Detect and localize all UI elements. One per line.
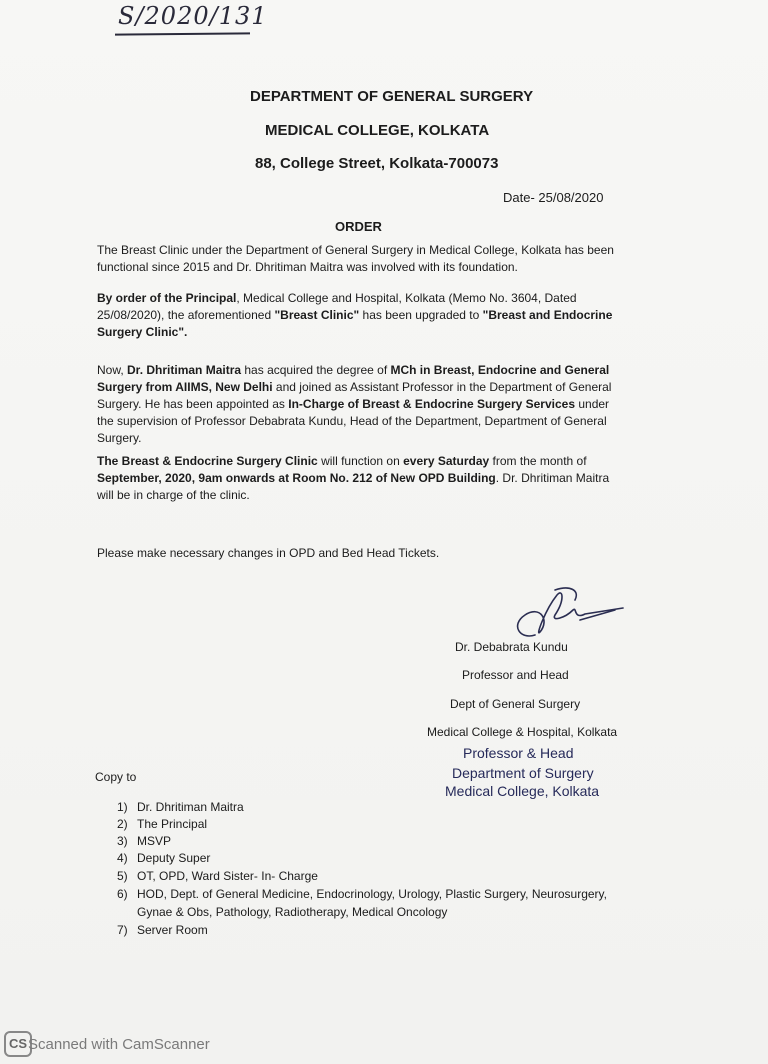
copy-to-item (117, 905, 447, 919)
copy-to-num: 6) (117, 887, 128, 901)
paragraph-4 (97, 453, 627, 504)
p3-text-3: and joined as Assistant Professor in the Department of General Surgery. He has been appointed as (97, 380, 612, 411)
copy-to-num: 4) (117, 851, 128, 865)
p3-bold-2: MCh in Breast, Endocrine and General Surgery from AIIMS, New Delhi (97, 363, 610, 394)
copy-to-item (117, 869, 318, 883)
copy-to-item (117, 834, 171, 848)
copy-to-text: Server Room (137, 923, 208, 937)
copy-to-text: The Principal (137, 817, 208, 831)
p4-text-3: . Dr. Dhritiman Maitra will be in charge of the clinic. (97, 471, 610, 502)
paragraph-2 (97, 290, 627, 341)
copy-to-item (117, 887, 607, 901)
copy-to-num: 2) (117, 817, 128, 831)
stamp-line-3: Medical College, Kolkata (445, 783, 600, 799)
stamp-line-2: Department of Surgery (452, 765, 594, 781)
copy-to-num: 5) (117, 869, 128, 883)
p2-bold-1: By order of the Principal (97, 291, 237, 305)
p4-bold-2: every Saturday (403, 454, 490, 468)
paragraph-1 (97, 242, 627, 276)
address-heading: 88, College Street, Kolkata-700073 (255, 155, 499, 172)
order-date: Date- 25/08/2020 (503, 190, 604, 205)
signatory-institution: Medical College & Hospital, Kolkata (427, 725, 618, 739)
paragraph-3 (97, 362, 627, 447)
p4-bold-3: September, 2020, 9am onwards at Room No. 212 of New OPD Building (97, 471, 496, 485)
p3-text-1: Now, (97, 363, 128, 377)
signatory-department: Dept of General Surgery (450, 697, 581, 711)
p3-bold-1: Dr. Dhritiman Maitra (127, 363, 242, 377)
stamp-line-1: Professor & Head (463, 745, 574, 761)
copy-to-text: Gynae & Obs, Pathology, Radiotherapy, Medical Oncology (137, 905, 448, 919)
reference-underline (115, 32, 250, 35)
copy-to-text: MSVP (137, 834, 172, 848)
signatory-name: Dr. Debabrata Kundu (455, 640, 568, 654)
copy-to-label: Copy to (95, 770, 137, 784)
copy-to-item (117, 800, 244, 814)
p4-text-2: from the month of (489, 454, 587, 468)
copy-to-item (117, 851, 210, 865)
college-heading: MEDICAL COLLEGE, KOLKATA (265, 122, 490, 139)
p4-text-1: will function on (317, 454, 404, 468)
p3-text-4: under the supervision of Professor Debabrata Kundu, Head of the Department, Department of General Surgery. (97, 397, 610, 445)
camscanner-watermark: Scanned with CamScanner (28, 1036, 210, 1053)
p2-bold-2: "Breast Clinic" (274, 308, 360, 322)
order-title: ORDER (335, 219, 382, 234)
p2-text-2: has been upgraded to (359, 308, 483, 322)
department-heading: DEPARTMENT OF GENERAL SURGERY (250, 88, 534, 105)
copy-to-text: Dr. Dhritiman Maitra (137, 800, 244, 814)
copy-to-num: 1) (117, 800, 128, 814)
copy-to-item (117, 923, 208, 937)
signatory-designation: Professor and Head (462, 668, 569, 682)
p2-text-1: , Medical College and Hospital, Kolkata (Memo No. 3604, Dated 25/08/2020), the aforementioned (97, 291, 577, 322)
copy-to-text: Deputy Super (137, 851, 211, 865)
reference-number: S/2020/131 (118, 2, 268, 30)
copy-to-item (117, 817, 207, 831)
copy-to-text: OT, OPD, Ward Sister- In- Charge (137, 869, 318, 883)
camscanner-logo-icon: CS (4, 1031, 32, 1057)
paragraph-5-text: Please make necessary changes in OPD and Bed Head Tickets. (97, 546, 440, 560)
p2-bold-3: "Breast and Endocrine Surgery Clinic". (97, 308, 613, 339)
p3-text-2: has acquired the degree of (241, 363, 391, 377)
copy-to-num: 7) (117, 923, 128, 937)
p3-bold-3: In-Charge of Breast & Endocrine Surgery Services (288, 397, 576, 411)
paragraph-1-text: The Breast Clinic under the Department of General Surgery in Medical College, Kolkata has been functional since 2015 and Dr. Dhritiman Maitra was involved with its foundation. (97, 243, 614, 274)
copy-to-text: HOD, Dept. of General Medicine, Endocrinology, Urology, Plastic Surgery, Neurosurgery, (137, 887, 607, 901)
copy-to-num: 3) (117, 834, 128, 848)
p4-bold-1: The Breast & Endocrine Surgery Clinic (97, 454, 318, 468)
paragraph-5 (97, 545, 627, 562)
